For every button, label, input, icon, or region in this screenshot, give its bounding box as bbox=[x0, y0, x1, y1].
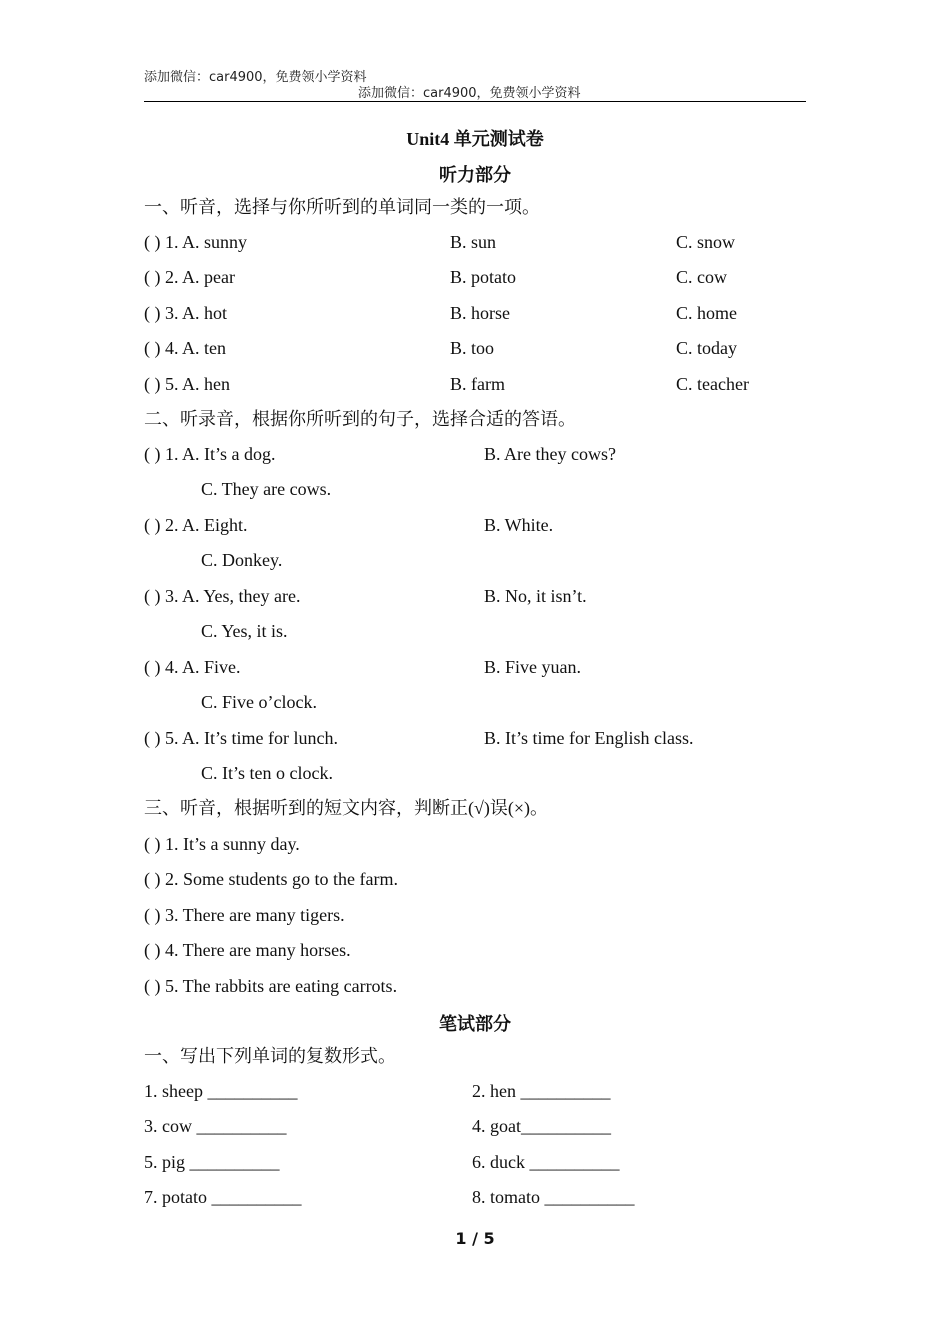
part3-item: ( ) 2. Some students go to the farm. bbox=[144, 869, 398, 889]
part1-item bbox=[144, 302, 844, 326]
writing-section-title: 笔试部分 bbox=[439, 1014, 511, 1034]
option-c: C. Donkey. bbox=[201, 550, 283, 570]
option-b: B. It’s time for English class. bbox=[484, 728, 694, 748]
option-b: B. horse bbox=[450, 303, 510, 323]
option-c: C. Five o’clock. bbox=[201, 692, 317, 712]
option-b: B. sun bbox=[450, 232, 497, 252]
part2-instruction: 二、听录音，根据你所听到的句子，选择合适的答语。 bbox=[144, 409, 576, 429]
plural-question: 3. cow __________ bbox=[144, 1116, 287, 1136]
plural-row bbox=[144, 1115, 844, 1139]
option-c: C. It’s ten o clock. bbox=[201, 763, 333, 783]
option-c: C. home bbox=[676, 303, 737, 323]
plural-row bbox=[144, 1080, 844, 1104]
document-title: Unit4 单元测试卷 bbox=[406, 129, 544, 149]
plural-question: 6. duck __________ bbox=[472, 1152, 620, 1172]
part2-item bbox=[144, 585, 844, 609]
option-c: C. teacher bbox=[676, 374, 749, 394]
header-watermark-second: 添加微信：car4900，免费领小学资料 bbox=[358, 86, 581, 101]
option-a: ( ) 3. A. hot bbox=[144, 303, 227, 323]
plural-row bbox=[144, 1186, 844, 1210]
option-a: ( ) 2. A. pear bbox=[144, 267, 235, 287]
plural-question: 5. pig __________ bbox=[144, 1152, 280, 1172]
part2-item-option-c-row bbox=[144, 549, 844, 573]
writing1-instruction: 一、写出下列单词的复数形式。 bbox=[144, 1046, 396, 1066]
option-c: C. Yes, it is. bbox=[201, 621, 288, 641]
header-watermark: 添加微信：car4900，免费领小学资料 bbox=[144, 70, 367, 85]
part2-item bbox=[144, 514, 844, 538]
plural-row bbox=[144, 1151, 844, 1175]
option-b: B. Are they cows? bbox=[484, 444, 616, 464]
part1-instruction: 一、听音，选择与你所听到的单词同一类的一项。 bbox=[144, 197, 540, 217]
option-a: ( ) 1. A. sunny bbox=[144, 232, 247, 252]
option-a: ( ) 4. A. Five. bbox=[144, 657, 241, 677]
header-rule bbox=[144, 101, 806, 102]
option-c: C. today bbox=[676, 338, 737, 358]
part2-item bbox=[144, 727, 844, 751]
option-b: B. farm bbox=[450, 374, 505, 394]
option-c: C. snow bbox=[676, 232, 736, 252]
plural-question: 7. potato __________ bbox=[144, 1187, 302, 1207]
part3-item: ( ) 1. It’s a sunny day. bbox=[144, 834, 300, 854]
option-c: C. cow bbox=[676, 267, 727, 287]
part2-item-option-c-row bbox=[144, 691, 844, 715]
option-c: C. They are cows. bbox=[201, 479, 332, 499]
part1-item bbox=[144, 231, 844, 255]
part2-item bbox=[144, 443, 844, 467]
part3-item: ( ) 3. There are many tigers. bbox=[144, 905, 345, 925]
option-b: B. potato bbox=[450, 267, 516, 287]
part1-item bbox=[144, 266, 844, 290]
part1-item bbox=[144, 337, 844, 361]
option-a: ( ) 2. A. Eight. bbox=[144, 515, 248, 535]
page-number: 1 / 5 bbox=[455, 1229, 495, 1248]
listening-section-title: 听力部分 bbox=[439, 165, 511, 185]
plural-question: 4. goat__________ bbox=[472, 1116, 611, 1136]
option-b: B. Five yuan. bbox=[484, 657, 581, 677]
option-b: B. White. bbox=[484, 515, 554, 535]
option-b: B. No, it isn’t. bbox=[484, 586, 587, 606]
part2-item-option-c-row bbox=[144, 620, 844, 644]
part2-item-option-c-row bbox=[144, 762, 844, 786]
option-b: B. too bbox=[450, 338, 495, 358]
option-a: ( ) 5. A. It’s time for lunch. bbox=[144, 728, 338, 748]
plural-question: 1. sheep __________ bbox=[144, 1081, 298, 1101]
plural-question: 8. tomato __________ bbox=[472, 1187, 635, 1207]
part3-instruction: 三、听音，根据听到的短文内容，判断正(√)误(×)。 bbox=[144, 798, 549, 818]
option-a: ( ) 4. A. ten bbox=[144, 338, 226, 358]
part3-item: ( ) 4. There are many horses. bbox=[144, 940, 351, 960]
part2-item bbox=[144, 656, 844, 680]
option-a: ( ) 1. A. It’s a dog. bbox=[144, 444, 276, 464]
part2-item-option-c-row bbox=[144, 478, 844, 502]
part3-item: ( ) 5. The rabbits are eating carrots. bbox=[144, 976, 398, 996]
option-a: ( ) 3. A. Yes, they are. bbox=[144, 586, 301, 606]
option-a: ( ) 5. A. hen bbox=[144, 374, 230, 394]
plural-question: 2. hen __________ bbox=[472, 1081, 611, 1101]
part1-item bbox=[144, 373, 844, 397]
